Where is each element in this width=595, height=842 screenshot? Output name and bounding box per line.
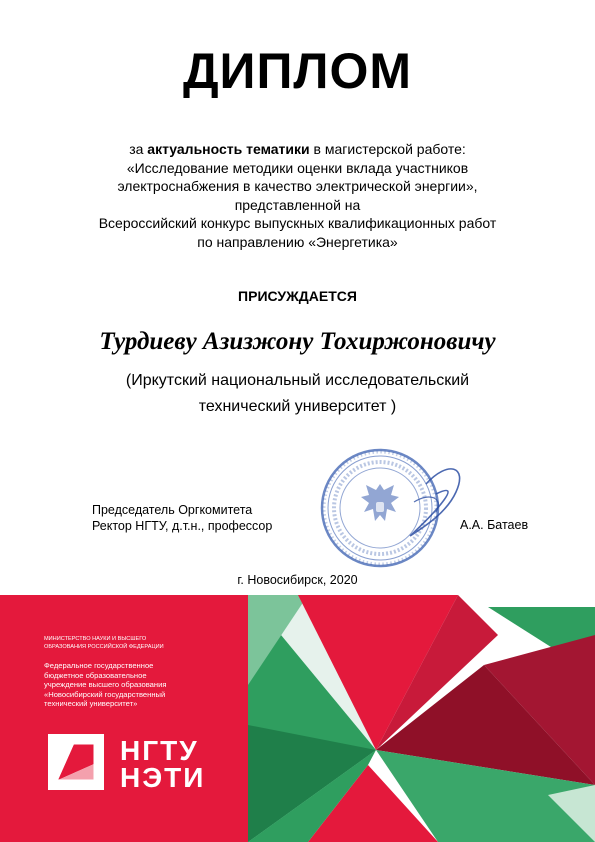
award-description [40, 140, 555, 251]
ministry-line: ОБРАЗОВАНИЯ РОССИЙСКОЙ ФЕДЕРАЦИИ [44, 644, 164, 650]
award-text-line: электроснабжения в качество электрической энергии», [117, 178, 478, 194]
award-text-line: представленной на [234, 196, 361, 213]
university-line: технический университет ) [198, 398, 397, 415]
signatory-position [92, 502, 272, 534]
official-seal-stamp [318, 440, 478, 570]
university-logo-wordmark [120, 737, 205, 791]
institution-line: учреждение высшего образования [44, 680, 167, 689]
awarded-label: ПРИСУЖДАЕТСЯ [238, 288, 357, 304]
award-prefix: за [129, 141, 148, 157]
decorative-polygon-art [248, 595, 595, 842]
university-logo-icon [44, 730, 108, 794]
award-nomination: актуальность тематики [147, 141, 310, 157]
award-text-line: Всероссийский конкурс выпускных квалификационных работ [98, 215, 497, 231]
award-text-line: «Исследование методики оценки вклада участников [126, 159, 469, 176]
institution-line: Федеральное государственное [44, 661, 154, 670]
recipient-name: Турдиеву Азизжону Тохиржоновичу [99, 328, 496, 355]
institution-caption [44, 661, 244, 709]
university-line: (Иркутский национальный исследовательский [125, 372, 470, 389]
place-and-year: г. Новосибирск, 2020 [237, 573, 358, 587]
ministry-line: МИНИСТЕРСТВО НАУКИ И ВЫСШЕГО [44, 636, 147, 642]
signatory-name: А.А. Батаев [460, 518, 529, 532]
logo-line-neti: НЭТИ [120, 762, 206, 793]
award-text-line: по направлению «Энергетика» [197, 233, 398, 250]
footer-brand-panel [0, 595, 248, 842]
logo-line-ngtu: НГТУ [120, 735, 199, 766]
award-suffix: в магистерской работе: [309, 141, 466, 157]
ministry-caption [44, 635, 234, 651]
signatory-position-line: Председатель Оргкомитета [92, 503, 253, 517]
diploma-title: ДИПЛОМ [182, 43, 413, 99]
award-nomination-line [40, 140, 555, 159]
institution-line: «Новосибирский государственный [44, 689, 166, 699]
institution-line: бюджетное образовательное [44, 670, 147, 680]
recipient-university [60, 368, 535, 420]
footer-banner [0, 595, 595, 842]
institution-line: технический университет» [44, 699, 138, 708]
signatory-position-line: Ректор НГТУ, д.т.н., профессор [92, 519, 273, 533]
